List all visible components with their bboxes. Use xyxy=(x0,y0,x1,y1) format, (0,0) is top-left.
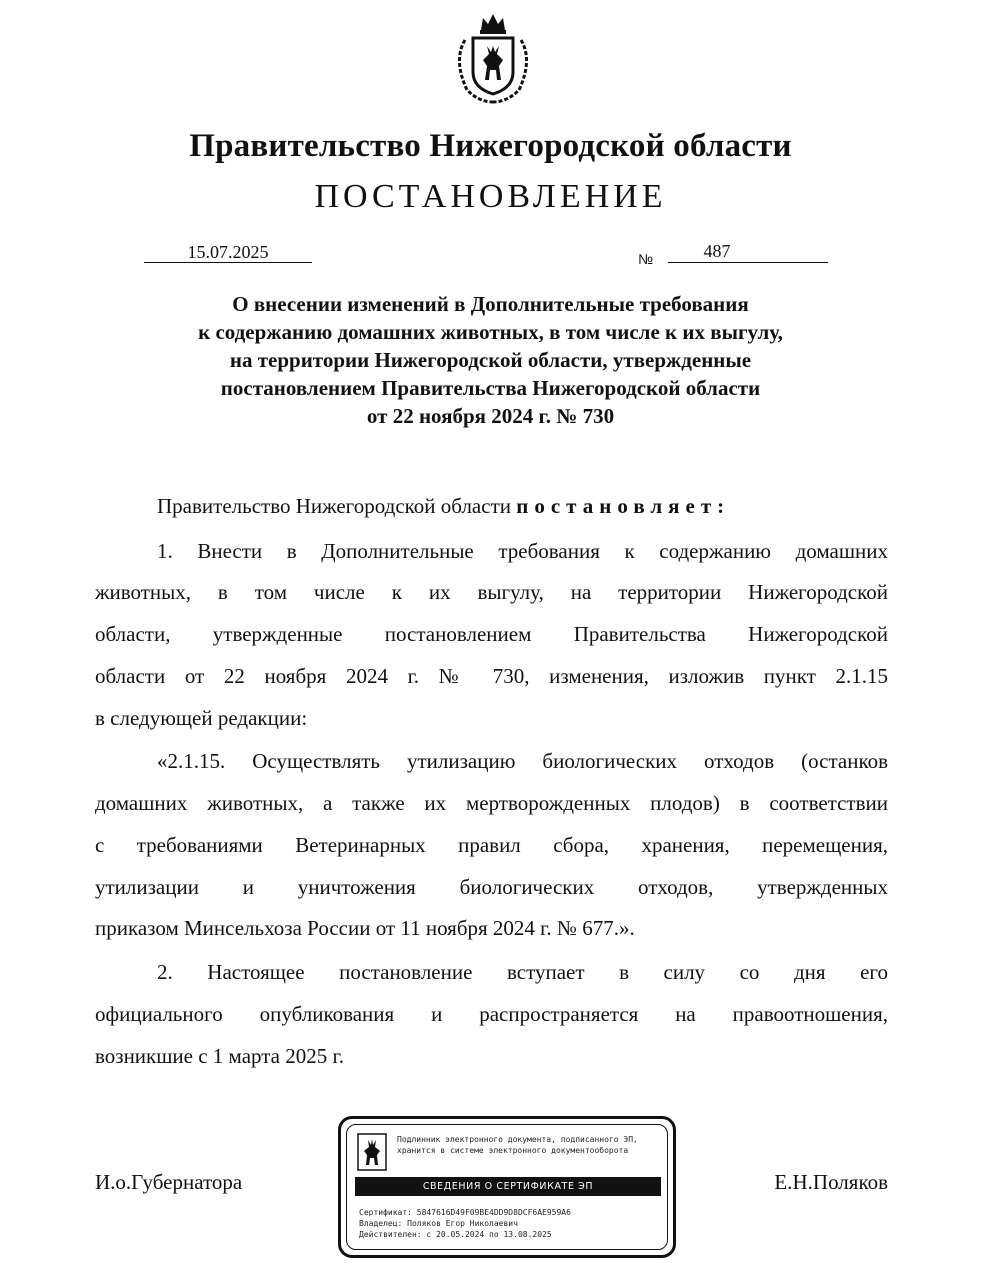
certificate-serial: Сертификат: 5847616D49F09BE4DD9D8DCF6AE959A6 xyxy=(359,1208,571,1217)
subject-line: от 22 ноября 2024 г. № 730 xyxy=(366,404,615,428)
number-sign: № xyxy=(638,251,654,267)
electronic-signature-stamp xyxy=(338,1116,676,1258)
deer-emblem-icon xyxy=(357,1133,387,1171)
p1-line: области от 22 ноября 2024 г. № 730, изменения, изложив пункт 2.1.15 xyxy=(95,664,888,688)
certificate-owner: Владелец: Поляков Егор Николаевич xyxy=(359,1219,518,1228)
quote-line: «2.1.15. Осуществлять утилизацию биологических отходов (останков xyxy=(157,749,888,773)
stamp-note-line: Подлинник электронного документа, подписанного ЭП, xyxy=(397,1135,638,1144)
subject-line: на территории Нижегородской области, утвержденные xyxy=(229,348,752,372)
subject-line: О внесении изменений в Дополнительные требования xyxy=(232,292,749,316)
subject-line: к содержанию домашних животных, в том числе к их выгулу, xyxy=(198,320,783,344)
p1-line: области, утвержденные постановлением Правительства Нижегородской xyxy=(95,622,888,646)
number-underline xyxy=(668,262,828,263)
intro-action: постановляет: xyxy=(516,494,731,518)
p2-line: возникшие с 1 марта 2025 г. xyxy=(95,1044,344,1068)
stamp-note-line: хранится в системе электронного документооборота xyxy=(397,1146,629,1155)
quote-line: приказом Минсельхоза России от 11 ноября 2024 г. № 677.». xyxy=(95,916,635,940)
government-title: Правительство Нижегородской области xyxy=(189,128,792,164)
resolution-intro xyxy=(157,492,877,520)
p1-line: животных, в том числе к их выгулу, на территории Нижегородской xyxy=(95,580,888,604)
quote-line: с требованиями Ветеринарных правил сбора, хранения, перемещения, xyxy=(95,833,888,857)
date-underline xyxy=(144,262,312,263)
document-date: 15.07.2025 xyxy=(187,242,269,262)
document-number: 487 xyxy=(703,241,731,261)
coat-of-arms-emblem xyxy=(445,10,541,106)
p1-line: 1. Внести в Дополнительные требования к содержанию домашних xyxy=(157,539,888,563)
stamp-note xyxy=(397,1134,667,1156)
signer-position: И.о.Губернатора xyxy=(95,1170,243,1194)
certificate-validity: Действителен: с 20.05.2024 по 13.08.2025 xyxy=(359,1230,552,1239)
quote-line: утилизации и уничтожения биологических отходов, утвержденных xyxy=(95,875,888,899)
signer-name: Е.Н.Поляков xyxy=(774,1170,888,1194)
p2-line: 2. Настоящее постановление вступает в силу со дня его xyxy=(157,960,888,984)
document-type: ПОСТАНОВЛЕНИЕ xyxy=(314,178,667,215)
subject-line: постановлением Правительства Нижегородской области xyxy=(220,376,761,400)
intro-text: Правительство Нижегородской области xyxy=(157,494,511,518)
p2-line: официального опубликования и распространяется на правоотношения, xyxy=(95,1002,888,1026)
p1-line: в следующей редакции: xyxy=(95,706,308,730)
certificate-details xyxy=(359,1207,659,1240)
quote-line: домашних животных, а также их мертворожденных плодов) в соответствии xyxy=(95,791,888,815)
stamp-title: СВЕДЕНИЯ О СЕРТИФИКАТЕ ЭП xyxy=(355,1177,661,1196)
